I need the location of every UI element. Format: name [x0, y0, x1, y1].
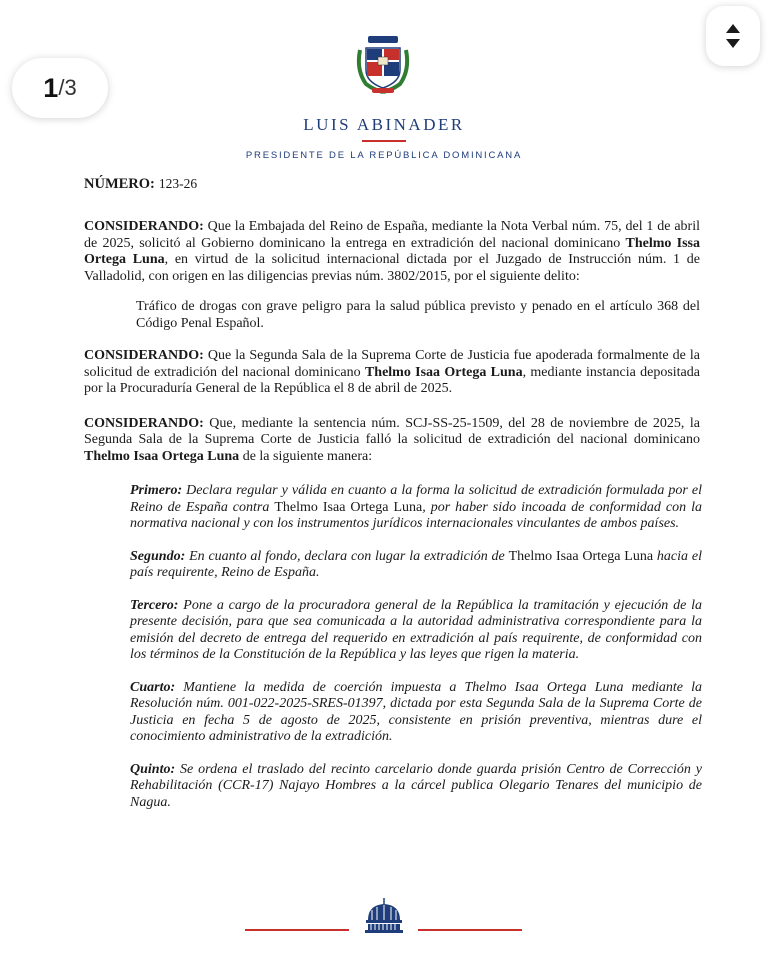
person-name: Thelmo Isaa Ortega Luna [508, 548, 654, 564]
page-indicator [12, 58, 108, 118]
considerando-label: CONSIDERANDO: [84, 348, 204, 363]
president-name: LUIS ABINADER [303, 115, 465, 134]
coat-of-arms-seal-icon [352, 30, 414, 96]
total-pages: 3 [64, 75, 77, 100]
paragraph-text: , en virtud de la solicitud internacional dictada por el Juzgado de Instrucción núm. 1 de Valladolid, con origen en las diligencias previas núm. 3802/2015, por el siguiente delito: [84, 252, 700, 284]
paragraph-text: , mediante instancia depositada por la Procuraduría General de la República el 8 de abril de 2025. [84, 364, 700, 396]
resolution-text: Pone a cargo de la procuradora general de la República la tramitación y ejecución de la presente decisión, para que sea comunicada a la autoridad administrativa correspondiente para la emisión del decreto de entrega del requerido en extradición al país requirente, de conformidad con los términos de la Constitución de la República y las leyes que rigen la materia. [130, 597, 702, 662]
person-name: Thelmo Isaa Ortega Luna [364, 364, 523, 380]
person-name: Thelmo Isaa Ortega Luna [274, 499, 423, 515]
document-number [84, 176, 197, 193]
footer-divider-right [418, 929, 522, 931]
considerando-2 [84, 348, 700, 398]
resolution-label: Segundo: [130, 548, 186, 564]
palace-dome-icon [362, 898, 406, 934]
resolution-tercero [130, 598, 702, 664]
paragraph-text: Que, mediante la sentencia núm. SCJ-SS-25-1509, del 28 de noviembre de 2025, la Segunda Sala de la Suprema Corte de Justicia falló la solicitud de extradición del nacional dominicano [84, 415, 700, 447]
page-separator: / [58, 75, 65, 100]
accent-divider [362, 140, 406, 142]
resolution-label: Primero: [130, 483, 183, 498]
paragraph-text: Que la Embajada del Reino de España, mediante la Nota Verbal núm. 75, del 1 de abril de 2025, solicitó al Gobierno dominicano la entrega en extradición del nacional dominicano [84, 219, 700, 251]
up-down-arrows-icon[interactable] [706, 6, 760, 66]
president-title: PRESIDENTE DE LA REPÚBLICA DOMINICANA [245, 150, 523, 161]
resolution-label: Tercero: [130, 597, 179, 613]
person-name: Thelmo Issa Ortega Luna [84, 235, 700, 267]
paragraph-text: de la siguiente manera: [239, 448, 373, 464]
resolution-text: Declara regular y válida en cuanto a la forma la solicitud de extradición formulada por el Reino de España contra [130, 483, 702, 515]
numero-label: NÚMERO: [84, 176, 155, 192]
resolution-segundo [130, 549, 702, 582]
resolution-primero [130, 483, 702, 533]
resolution-quinto [130, 762, 702, 812]
considerando-label: CONSIDERANDO: [84, 415, 204, 431]
numero-value: 123-26 [158, 176, 198, 191]
considerando-1 [84, 219, 700, 285]
resolution-text: , por haber sido incoada de conformidad con la normativa nacional y con los instrumentos jurídicos internacionales vinculantes de ambos países. [130, 499, 702, 531]
resolution-text: hacia el país requirente, Reino de España. [130, 548, 702, 580]
resolution-cuarto [130, 680, 702, 746]
crime-quote: Tráfico de drogas con grave peligro para la salud pública previsto y penado en el artículo 368 del Código Penal Español. [136, 299, 700, 331]
resolution-text: En cuanto al fondo, declara con lugar la extradición de [185, 548, 509, 564]
current-page: 1 [43, 72, 59, 103]
person-name: Thelmo Isaa Ortega Luna [84, 448, 240, 464]
footer-divider-left [245, 929, 349, 931]
document-body [84, 219, 700, 827]
considerando-3 [84, 416, 700, 466]
resolution-label: Quinto: [130, 761, 176, 777]
paragraph-text: Que la Segunda Sala de la Suprema Corte de Justicia fue apoderada formalmente de la solicitud de extradición del nacional dominicano [84, 348, 700, 380]
considerando-label: CONSIDERANDO: [84, 219, 204, 234]
resolution-text: Mantiene la medida de coerción impuesta a Thelmo Isaa Ortega Luna mediante la Resolución núm. 001-022-2025-SRES-01397, dictada por esta Segunda Sala de la Suprema Corte de Justicia en fecha 5 de agosto de 2025, consistente en prisión preventiva, mientras dure el conocimiento administrativo de la extradición. [130, 679, 702, 744]
resolution-text: Se ordena el traslado del recinto carcelario donde guarda prisión Centro de Corrección y Rehabilitación (CCR-17) Najayo Hombres a la cárcel publica Olegario Tenares del municipio de Nagua. [130, 761, 702, 810]
resolution-label: Cuarto: [130, 679, 176, 695]
